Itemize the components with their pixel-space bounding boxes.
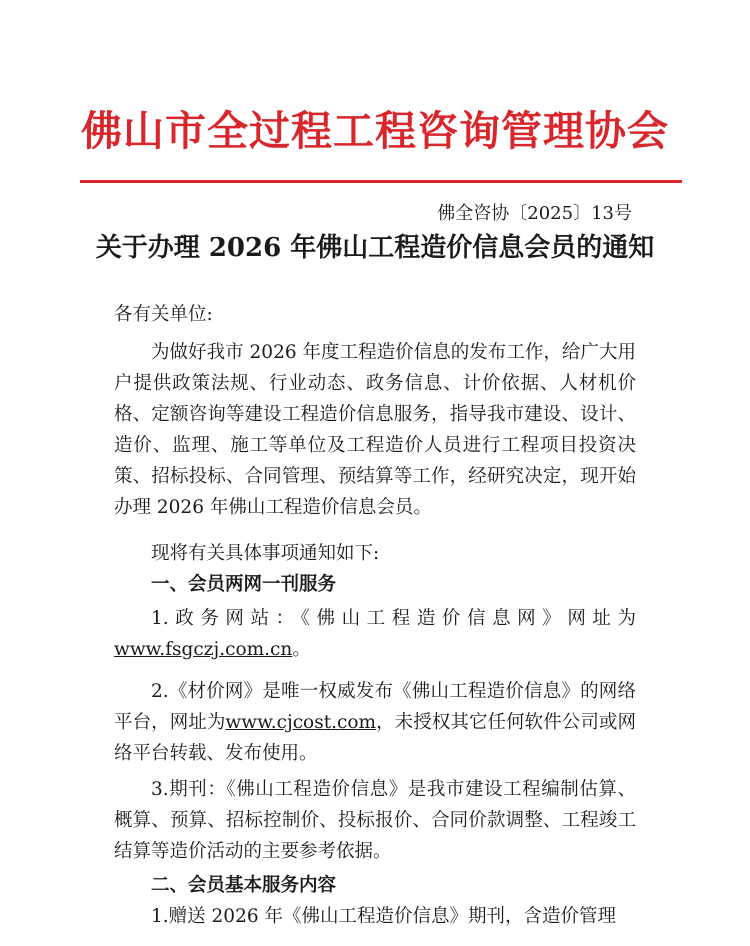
item-1-end: 。: [292, 639, 311, 660]
header-divider: [80, 180, 682, 183]
service-1: 1.赠送 2026 年《佛山工程造价信息》期刊，含造价管理: [151, 906, 616, 927]
document-number: 佛全咨协〔2025〕13号: [437, 203, 632, 224]
item-2-paragraph: [114, 676, 636, 769]
section-heading-2: 二、会员基本服务内容: [151, 875, 337, 896]
organization-title: 佛山市全过程工程咨询管理协会: [81, 107, 669, 155]
cjcost-link[interactable]: www.cjcost.com: [225, 712, 377, 733]
fsgczj-link[interactable]: www.fsgczj.com.cn: [114, 639, 293, 660]
item-2-end: ，未授权其它任何软件公司或网络平台转载、发布使用。: [114, 712, 636, 764]
section-2: [114, 870, 636, 932]
item-3-paragraph: 3.期刊：《佛山工程造价信息》是我市建设工程编制估算、概算、预算、招标控制价、投标报价、合同价款调整、工程竣工结算等造价活动的主要参考依据。: [114, 779, 636, 862]
notice-line: 现将有关具体事项通知如下:: [151, 543, 380, 564]
item-1-paragraph: [114, 603, 636, 665]
notice-title: 关于办理 2026 年佛山工程造价信息会员的通知: [95, 233, 655, 263]
intro-paragraph: 为做好我市 2026 年度工程造价信息的发布工作，给广大用户提供政策法规、行业动态、政务信息、计价依据、人材机价格、定额咨询等建设工程造价信息服务，指导我市建设、设计、造价、监理、施工等单位及工程造价人员进行工程项目投资决策、招标投标、合同管理、预结算等工作，经研究决定，现开始办理 2026 年佛山工程造价信息会员。: [114, 342, 636, 518]
item-2-text: 2.《材价网》是唯一权威发布《佛山工程造价信息》的网络平台，网址为: [114, 681, 636, 733]
notice-body: [114, 337, 636, 523]
notice-body-list: [114, 538, 636, 600]
item-2: [114, 676, 636, 769]
item-1-text: 1.政务网站：《佛山工程造价信息网》网址为: [151, 608, 636, 629]
section-heading-1: 一、会员两网一刊服务: [151, 574, 337, 595]
item-1: [114, 603, 636, 665]
salutation: 各有关单位:: [114, 304, 213, 325]
item-3: [114, 774, 636, 867]
